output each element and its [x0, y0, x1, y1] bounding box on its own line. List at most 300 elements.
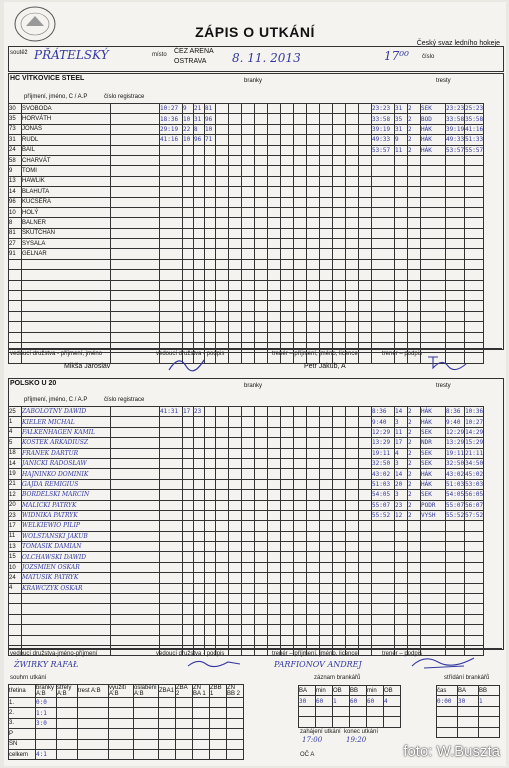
player-name — [22, 322, 111, 332]
summary-cell — [109, 739, 134, 749]
goal-cell — [333, 135, 346, 145]
goal-cell — [346, 552, 359, 562]
player-name: KOSTEK ARKADIUSZ — [22, 438, 111, 448]
goal-cell — [359, 490, 372, 500]
penalty-cell — [395, 166, 408, 176]
registration-cell — [111, 417, 160, 427]
penalty-cell — [446, 562, 465, 572]
player-name: FALKENHAGEN KAMIL — [22, 427, 111, 437]
goal-cell — [320, 438, 333, 448]
goal-cell — [346, 291, 359, 301]
registration-cell — [111, 135, 160, 145]
goal-cell — [320, 322, 333, 332]
penalty-cell: 2 — [408, 469, 421, 479]
goal-cell — [183, 218, 194, 228]
penalty-cell: HÁK — [421, 417, 446, 427]
goal-cell — [242, 270, 255, 280]
goal-cell — [242, 552, 255, 562]
goal-cell — [242, 625, 255, 635]
player-number: 4 — [9, 427, 22, 437]
penalty-cell — [408, 301, 421, 311]
player-number: 19 — [9, 469, 22, 479]
penalty-cell — [446, 542, 465, 552]
penalty-cell — [372, 228, 395, 238]
goal-cell — [294, 270, 307, 280]
goal-cell — [194, 521, 205, 531]
goal-cell — [216, 176, 229, 186]
registration-cell — [111, 104, 160, 114]
association-name: Český svaz ledního hokeje — [416, 40, 500, 47]
team-a-leader-sign-label: vedoucí družstva - podpis — [156, 351, 225, 357]
goalie-col: min — [367, 686, 384, 696]
penalty-cell — [372, 259, 395, 269]
goal-cell — [160, 228, 183, 238]
registration-cell — [111, 521, 160, 531]
goal-cell — [205, 490, 216, 500]
penalty-cell: 13:29 — [446, 439, 465, 447]
goal-cell — [268, 479, 281, 489]
penalty-cell: 9 — [395, 135, 408, 145]
goal-cell — [160, 166, 183, 176]
penalty-cell — [408, 604, 421, 614]
player-number: 30 — [9, 104, 22, 114]
goal-cell — [333, 407, 346, 417]
goal-cell — [307, 124, 320, 134]
goal-cell — [268, 239, 281, 249]
goal-cell — [216, 301, 229, 311]
goal-cell — [242, 510, 255, 520]
penalty-cell — [421, 301, 446, 311]
goal-cell — [229, 228, 242, 238]
penalty-cell — [446, 280, 465, 290]
team-b-goals-header: branky — [244, 383, 263, 389]
goal-cell: 10 — [205, 124, 216, 134]
penalty-cell — [465, 176, 484, 186]
goal-cell — [194, 625, 205, 635]
team-a-name: HC VÍTKOVICE STEEL — [10, 75, 85, 82]
goal-cell — [281, 176, 294, 186]
penalty-cell: 57:52 — [465, 512, 484, 520]
summary-col: ZN BB 2 — [227, 685, 244, 698]
summary-header-row — [9, 685, 244, 698]
goal-cell — [242, 407, 255, 417]
penalty-cell: 8:36 — [446, 407, 465, 417]
goal-cell — [216, 458, 229, 468]
penalty-cell — [421, 562, 446, 572]
goal-cell — [194, 490, 205, 500]
player-name: HAJNINKO DOMINIK — [22, 469, 111, 479]
penalty-cell: 56:07 — [465, 501, 484, 509]
penalty-cell: SEK — [421, 427, 446, 437]
goal-cell — [216, 542, 229, 552]
goal-cell — [307, 311, 320, 321]
goal-cell — [294, 322, 307, 332]
goal-cell — [194, 228, 205, 238]
goal-cell — [160, 176, 183, 186]
penalty-cell — [446, 552, 465, 562]
table-row — [9, 594, 484, 604]
table-row — [9, 479, 484, 489]
player-number: 20 — [9, 500, 22, 510]
goal-cell — [333, 259, 346, 269]
penalty-cell — [465, 542, 484, 552]
goal-cell — [205, 469, 216, 479]
goalie-empty — [316, 706, 333, 716]
penalty-cell: 12 — [395, 510, 408, 520]
player-name — [22, 291, 111, 301]
goal-cell — [294, 458, 307, 468]
penalty-cell: 3 — [395, 417, 408, 427]
penalty-cell — [372, 322, 395, 332]
goal-cell: 8 — [194, 124, 205, 134]
goal-cell — [160, 458, 183, 468]
registration-cell — [111, 614, 160, 624]
goal-cell — [183, 176, 194, 186]
penalty-cell — [372, 249, 395, 259]
goal-cell — [307, 614, 320, 624]
goal-cell — [229, 291, 242, 301]
penalty-cell — [446, 176, 465, 186]
penalty-cell — [421, 531, 446, 541]
penalty-cell — [372, 625, 395, 635]
player-number: 15 — [9, 552, 22, 562]
goal-cell — [294, 207, 307, 217]
goal-cell — [242, 542, 255, 552]
goal-cell — [194, 270, 205, 280]
player-name: SYSALA — [22, 239, 111, 249]
goal-cell — [216, 259, 229, 269]
change-col: BB — [479, 686, 500, 696]
goal-cell — [359, 594, 372, 604]
goal-cell — [216, 207, 229, 217]
player-number — [9, 635, 22, 645]
goal-cell — [255, 104, 268, 114]
goal-cell — [160, 510, 183, 520]
player-number: 81 — [9, 228, 22, 238]
goal-cell — [255, 332, 268, 342]
goal-cell — [294, 583, 307, 593]
goal-cell — [359, 407, 372, 417]
table-row — [9, 291, 484, 301]
penalty-cell: 14 — [395, 407, 408, 417]
goal-cell — [194, 562, 205, 572]
team-a-coach-sign-label: trenér – podpis — [382, 351, 423, 357]
player-number: 24 — [9, 145, 22, 155]
goal-cell — [229, 542, 242, 552]
penalty-cell — [465, 207, 484, 217]
summary-cell — [134, 708, 159, 718]
goal-cell — [307, 228, 320, 238]
goal-cell — [160, 427, 183, 437]
goal-cell — [346, 166, 359, 176]
goal-cell — [359, 353, 372, 363]
goal-cell — [183, 322, 194, 332]
penalty-cell: HÁK — [421, 135, 446, 145]
penalty-cell: HÁK — [421, 145, 446, 155]
goal-cell — [229, 332, 242, 342]
summary-col-penalties: trest A:B — [78, 685, 109, 698]
goal-cell — [242, 531, 255, 541]
goal-cell — [242, 239, 255, 249]
penalty-cell: 2 — [408, 114, 421, 124]
goal-cell — [268, 469, 281, 479]
penalty-cell — [395, 239, 408, 249]
penalty-cell — [408, 270, 421, 280]
goal-cell — [307, 332, 320, 342]
player-number: 31 — [9, 135, 22, 145]
goal-cell: 29:19 — [160, 124, 183, 134]
summary-period: 1. — [9, 698, 36, 708]
player-name: HAWLIK — [22, 176, 111, 186]
penalty-cell — [465, 322, 484, 332]
goal-cell — [160, 207, 183, 217]
goal-cell — [255, 249, 268, 259]
goal-cell — [359, 270, 372, 280]
penalty-cell: 23:23 — [372, 104, 395, 114]
summary-goals: 0:0 — [36, 698, 57, 708]
penalty-cell — [372, 604, 395, 614]
goal-cell — [205, 218, 216, 228]
goal-cell — [183, 228, 194, 238]
goal-cell — [205, 562, 216, 572]
summary-cell — [159, 749, 176, 759]
goal-cell — [205, 207, 216, 217]
table-row — [9, 259, 484, 269]
player-name: CHARVÁT — [22, 155, 111, 165]
penalty-cell — [465, 625, 484, 635]
penalty-cell: 2 — [408, 448, 421, 458]
goal-cell — [183, 573, 194, 583]
goal-cell — [160, 583, 183, 593]
penalty-cell: 43:02 — [372, 469, 395, 479]
summary-cell — [193, 698, 210, 708]
player-name — [22, 614, 111, 624]
penalty-cell — [446, 270, 465, 280]
penalty-cell — [395, 207, 408, 217]
penalty-cell: SEK — [421, 458, 446, 468]
player-name: BAIL — [22, 145, 111, 155]
goal-cell — [307, 407, 320, 417]
goal-cell — [333, 145, 346, 155]
goal-cell — [268, 114, 281, 124]
penalty-cell: 55:52 — [446, 512, 465, 520]
goal-cell: 81 — [205, 104, 216, 114]
penalty-cell: 53:57 — [446, 146, 465, 154]
goal-cell — [216, 291, 229, 301]
goal-cell — [229, 280, 242, 290]
goal-cell — [242, 417, 255, 427]
goal-cell — [229, 448, 242, 458]
goal-cell — [268, 124, 281, 134]
goal-cell — [294, 218, 307, 228]
goal-cell — [281, 552, 294, 562]
summary-cell — [227, 718, 244, 728]
registration-cell — [111, 469, 160, 479]
penalty-cell — [446, 635, 465, 645]
team-b-coach-name: PARFIONOV ANDREJ — [274, 660, 362, 669]
goal-cell — [320, 197, 333, 207]
penalty-cell: 12:29 — [446, 428, 465, 436]
penalty-cell: 21:11 — [465, 449, 484, 457]
goal-cell — [346, 562, 359, 572]
goal-cell — [229, 417, 242, 427]
goal-cell — [160, 635, 183, 645]
penalty-cell — [465, 614, 484, 624]
penalty-cell: 41:16 — [465, 125, 484, 133]
goalie-val: 30 — [299, 696, 316, 706]
goal-cell — [333, 155, 346, 165]
summary-row — [9, 708, 244, 718]
goal-cell — [205, 166, 216, 176]
penalty-cell — [465, 301, 484, 311]
goal-cell — [205, 249, 216, 259]
penalty-cell — [395, 270, 408, 280]
penalty-cell: 2 — [408, 490, 421, 500]
goal-cell — [333, 448, 346, 458]
goal-cell — [255, 239, 268, 249]
player-name: ZABOLOTNY DAWID — [22, 407, 111, 417]
player-number — [9, 301, 22, 311]
table-row — [9, 249, 484, 259]
penalty-cell: 2 — [408, 124, 421, 134]
goal-cell — [294, 311, 307, 321]
goal-cell — [183, 417, 194, 427]
registration-cell — [111, 573, 160, 583]
goal-cell — [268, 176, 281, 186]
summary-table — [8, 684, 244, 760]
goal-cell — [268, 228, 281, 238]
goal-cell — [183, 510, 194, 520]
table-row — [9, 176, 484, 186]
goal-cell — [268, 322, 281, 332]
penalty-cell — [395, 259, 408, 269]
goal-cell — [307, 438, 320, 448]
table-row — [9, 438, 484, 448]
penalty-cell — [421, 187, 446, 197]
penalty-cell: 2 — [408, 104, 421, 114]
goal-cell — [359, 176, 372, 186]
penalty-cell: 51:33 — [465, 136, 484, 144]
goal-cell — [183, 197, 194, 207]
penalty-cell — [395, 218, 408, 228]
goal-cell — [268, 259, 281, 269]
goal-cell — [307, 573, 320, 583]
goal-cell — [229, 322, 242, 332]
summary-period: 3. — [9, 718, 36, 728]
goal-cell — [194, 259, 205, 269]
summary-period: 2. — [9, 708, 36, 718]
penalty-cell — [395, 583, 408, 593]
player-name: HOLÝ — [22, 207, 111, 217]
registration-cell — [111, 479, 160, 489]
change-empty — [458, 717, 479, 727]
goal-cell — [229, 583, 242, 593]
goal-cell — [194, 187, 205, 197]
goal-cell — [281, 458, 294, 468]
goal-cell — [255, 604, 268, 614]
summary-cell — [193, 708, 210, 718]
penalty-cell — [465, 239, 484, 249]
penalty-cell: 49:33 — [372, 135, 395, 145]
goal-cell — [346, 311, 359, 321]
penalty-cell: 17 — [395, 438, 408, 448]
penalty-cell: 20 — [395, 479, 408, 489]
goal-cell — [183, 614, 194, 624]
goal-cell — [183, 427, 194, 437]
table-row — [9, 552, 484, 562]
goal-cell — [320, 594, 333, 604]
goal-cell — [242, 228, 255, 238]
team-b-leader-label: vedoucí družstva-jméno-příjmení — [10, 651, 98, 657]
goal-cell — [205, 280, 216, 290]
goal-cell — [268, 155, 281, 165]
summary-shots — [57, 698, 78, 708]
goal-cell — [346, 521, 359, 531]
table-row — [9, 531, 484, 541]
goal-cell — [346, 635, 359, 645]
goal-cell — [320, 176, 333, 186]
goal-cell — [255, 280, 268, 290]
goal-cell — [320, 301, 333, 311]
goal-cell — [333, 552, 346, 562]
goal-cell — [216, 521, 229, 531]
goal-cell — [294, 594, 307, 604]
goal-cell — [194, 301, 205, 311]
player-name: FRANEK DARTUR — [22, 448, 111, 458]
goal-cell — [268, 332, 281, 342]
goal-cell — [281, 228, 294, 238]
penalty-cell — [408, 552, 421, 562]
penalty-cell — [408, 291, 421, 301]
goal-cell — [281, 635, 294, 645]
player-name: HORVÁTH — [22, 114, 111, 124]
summary-row — [9, 718, 244, 728]
goal-cell — [205, 479, 216, 489]
goal-cell — [281, 249, 294, 259]
goal-cell — [359, 249, 372, 259]
goal-cell — [281, 104, 294, 114]
goal-cell — [294, 469, 307, 479]
summary-col-period: třetina — [9, 685, 36, 698]
registration-cell — [111, 228, 160, 238]
player-number: 10 — [9, 207, 22, 217]
goal-cell — [229, 155, 242, 165]
goal-cell — [307, 458, 320, 468]
goal-cell — [255, 438, 268, 448]
change-empty — [479, 727, 500, 737]
team-b-roster-grid — [8, 406, 484, 656]
penalty-cell — [395, 573, 408, 583]
summary-cell — [109, 718, 134, 728]
goal-cell — [320, 479, 333, 489]
goal-cell — [346, 270, 359, 280]
goalie-table — [298, 685, 401, 728]
goal-cell — [216, 249, 229, 259]
player-number: 35 — [9, 114, 22, 124]
goal-cell — [281, 280, 294, 290]
start-label: zahájení utkání — [300, 729, 341, 735]
summary-goals — [36, 739, 57, 749]
penalty-cell: VYSH — [421, 510, 446, 520]
goal-cell — [183, 604, 194, 614]
goalie-empty — [367, 706, 384, 716]
goal-cell — [307, 583, 320, 593]
penalty-cell — [446, 207, 465, 217]
player-name — [22, 301, 111, 311]
goal-cell — [333, 218, 346, 228]
registration-cell — [111, 249, 160, 259]
player-number: 73 — [9, 124, 22, 134]
